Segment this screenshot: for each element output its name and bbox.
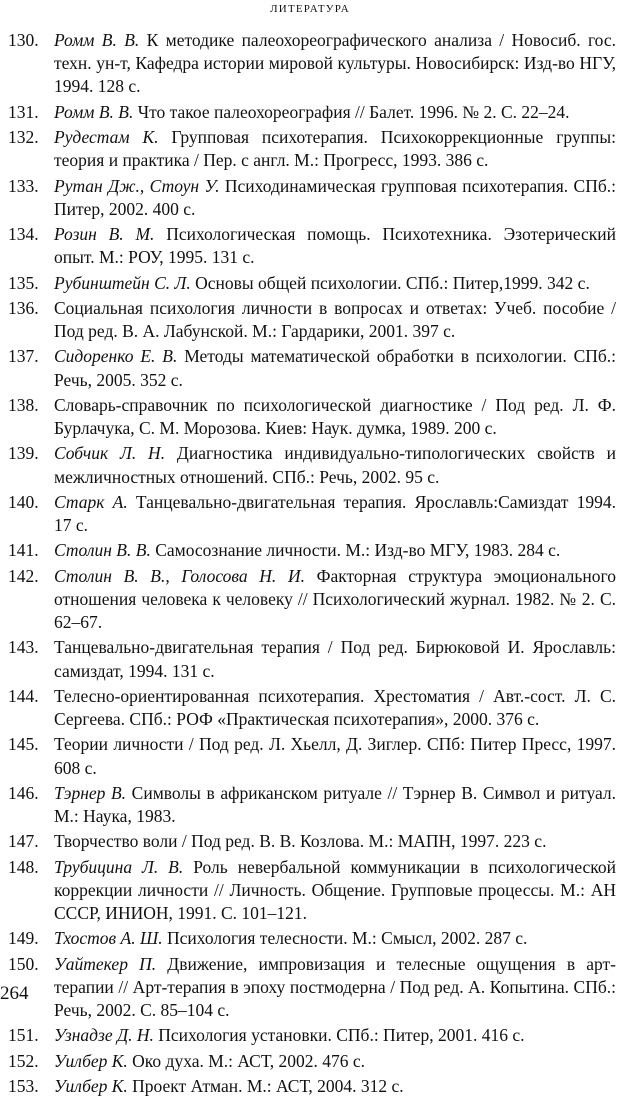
- reference-text: Движение, импровизация и телесные ощущения в арт-терапии // Арт-терапия в эпоху постмодерна / Под ред. А. Копытина. СПб.: Речь, 2002. С. 85–104 с.: [54, 953, 616, 1020]
- reference-entry: [0, 394, 620, 440]
- reference-text: Основы общей психологии. СПб.: Питер,1999. 342 с.: [195, 272, 590, 293]
- reference-number: 147.: [8, 831, 39, 852]
- reference-author: Рубинштейн С. Л.: [54, 272, 191, 293]
- reference-entry: [0, 782, 620, 828]
- reference-entry: [0, 927, 620, 950]
- reference-number: 131.: [8, 101, 39, 122]
- reference-number: 142.: [8, 565, 39, 586]
- reference-text: Факторная структура эмоционального отношения человека к человеку // Психологический журнал. 1982. № 2. С. 62–67.: [54, 565, 617, 632]
- reference-text: Танцевально-двигательная терапия / Под ред. Бирюковой И. Ярославль: самиздат, 1994. 131 с.: [54, 637, 616, 681]
- reference-author: Старк А.: [54, 491, 128, 512]
- reference-entry: [0, 539, 620, 562]
- reference-entry: [0, 491, 620, 537]
- reference-number: 138.: [8, 394, 39, 415]
- reference-entry: [0, 29, 620, 99]
- reference-number: 144.: [8, 685, 39, 706]
- reference-number: 134.: [8, 224, 39, 244]
- reference-entry: [0, 126, 620, 172]
- reference-number: 139.: [8, 443, 39, 464]
- reference-number: 143.: [8, 637, 39, 658]
- running-head: ЛИТЕРАТУРА: [270, 3, 350, 15]
- reference-text: Социальная психология личности в вопросах и ответах: Учеб. пособие / Под ред. В. А. Лабунской. М.: Гардарики, 2001. 397 с.: [54, 297, 616, 341]
- reference-text: Роль невербальной коммуникации в психологической коррекции личности // Личность. Общение. Групповые процессы. М.: АН СССР, ИНИОН, 1991. С. 101–121.: [54, 856, 617, 923]
- reference-entry: [0, 297, 620, 343]
- reference-author: Рутан Дж., Стоун У.: [54, 175, 220, 196]
- reference-text: Методы математической обработки в психологии. СПб.: Речь, 2005. 352 с.: [54, 346, 617, 390]
- reference-entry: [0, 1075, 620, 1098]
- reference-number: 135.: [8, 272, 39, 293]
- reference-entry: [0, 953, 620, 1023]
- reference-text: Творчество воли / Под ред. В. В. Козлова. М.: МАПН, 1997. 223 с.: [54, 831, 547, 852]
- reference-author: Уилбер К.: [54, 1050, 128, 1071]
- reference-list: [0, 29, 620, 1100]
- reference-number: 137.: [8, 346, 39, 367]
- reference-entry: [0, 442, 620, 488]
- reference-author: Ромм В. В.: [54, 30, 140, 50]
- reference-number: 140.: [8, 491, 39, 512]
- reference-number: 152.: [8, 1050, 39, 1071]
- reference-entry: [0, 345, 620, 391]
- reference-entry: [0, 733, 620, 779]
- reference-number: 141.: [8, 540, 39, 561]
- reference-author: Узнадзе Д. Н.: [54, 1025, 154, 1046]
- reference-entry: [0, 636, 620, 682]
- reference-text: Психология установки. СПб.: Питер, 2001. 416 с.: [158, 1025, 525, 1046]
- reference-text: Проект Атман. М.: АСТ, 2004. 312 с.: [132, 1075, 404, 1096]
- reference-text: Групповая психотерапия. Психокоррекционные группы: теория и практика / Пер. с англ. М.: Прогресс, 1993. 386 с.: [54, 127, 616, 171]
- reference-entry: [0, 565, 620, 635]
- reference-text: Символы в африканском ритуале // Тэрнер В. Символ и ритуал. М.: Наука, 1983.: [54, 782, 616, 826]
- reference-entry: [0, 830, 620, 853]
- reference-entry: [0, 685, 620, 731]
- reference-number: 146.: [8, 782, 39, 803]
- reference-entry: [0, 272, 620, 295]
- reference-text: Психологическая помощь. Психотехника. Эзотерический опыт. М.: РОУ, 1995. 131 с.: [54, 224, 617, 268]
- reference-number: 153.: [8, 1075, 39, 1096]
- reference-author: Сидоренко Е. В.: [54, 346, 178, 367]
- reference-author: Розин В. М.: [54, 224, 155, 244]
- reference-text: Психология телесности. М.: Смысл, 2002. 287 с.: [166, 928, 528, 949]
- reference-author: Ромм В. В.: [54, 101, 134, 122]
- reference-author: Уилбер К.: [54, 1075, 128, 1096]
- reference-number: 145.: [8, 734, 39, 755]
- reference-text: Самосознание личности. М.: Изд-во МГУ, 1983. 284 с.: [155, 540, 561, 561]
- reference-author: Собчик Л. Н.: [54, 443, 166, 464]
- reference-author: Трубицина Л. В.: [54, 856, 184, 877]
- reference-text: Психодинамическая групповая психотерапия. СПб.: Питер, 2002. 400 с.: [54, 175, 617, 219]
- reference-number: 151.: [8, 1025, 39, 1046]
- reference-number: 132.: [8, 127, 39, 147]
- reference-number: 148.: [8, 856, 39, 877]
- reference-number: 149.: [8, 928, 39, 949]
- reference-author: Тэрнер В.: [54, 782, 127, 803]
- reference-text: Теории личности / Под ред. Л. Хьелл, Д. Зиглер. СПб: Питер Пресс, 1997. 608 с.: [54, 734, 616, 778]
- reference-number: 136.: [8, 297, 39, 318]
- reference-number: 133.: [8, 175, 39, 196]
- reference-text: Танцевально-двигательная терапия. Ярославль:Самиздат 1994. 17 с.: [54, 491, 616, 535]
- reference-entry: [0, 101, 620, 124]
- reference-number: 150.: [8, 953, 39, 974]
- reference-entry: [0, 223, 620, 269]
- reference-number: 130.: [8, 30, 39, 50]
- reference-text: Телесно-ориентированная психотерапия. Хрестоматия / Авт.-сост. Л. С. Сергеева. СПб.: РОФ «Практическая психотерапия», 2000. 376 с.: [54, 685, 616, 729]
- reference-text: Диагностика индивидуально-типологических свойств и межличностных отношений. СПб.: Речь, 2002. 95 с.: [54, 443, 617, 487]
- reference-entry: [0, 856, 620, 926]
- reference-text: Словарь-справочник по психологической диагностике / Под ред. Л. Ф. Бурлачука, С. М. Морозова. Киев: Наук. думка, 1989. 200 с.: [54, 394, 616, 438]
- reference-entry: [0, 175, 620, 221]
- reference-author: Столин В. В., Голосова Н. И.: [54, 565, 305, 586]
- reference-entry: [0, 1050, 620, 1073]
- reference-author: Тхостов А. Ш.: [54, 928, 163, 949]
- reference-text: Что такое палеохореография // Балет. 1996. № 2. С. 22–24.: [137, 101, 570, 122]
- reference-author: Уайтекер П.: [54, 953, 157, 974]
- reference-text: Око духа. М.: АСТ, 2002. 476 с.: [132, 1050, 366, 1071]
- reference-text: К методике палеохореографического анализа / Новосиб. гос. техн. ун-т, Кафедра истории мировой культуры. Новосибирск: Изд-во НГУ, 1994. 128 с.: [54, 30, 617, 97]
- reference-author: Рудестам К.: [54, 127, 159, 147]
- reference-author: Столин В. В.: [54, 540, 151, 561]
- reference-entry: [0, 1024, 620, 1047]
- page-number: 264: [0, 983, 29, 1004]
